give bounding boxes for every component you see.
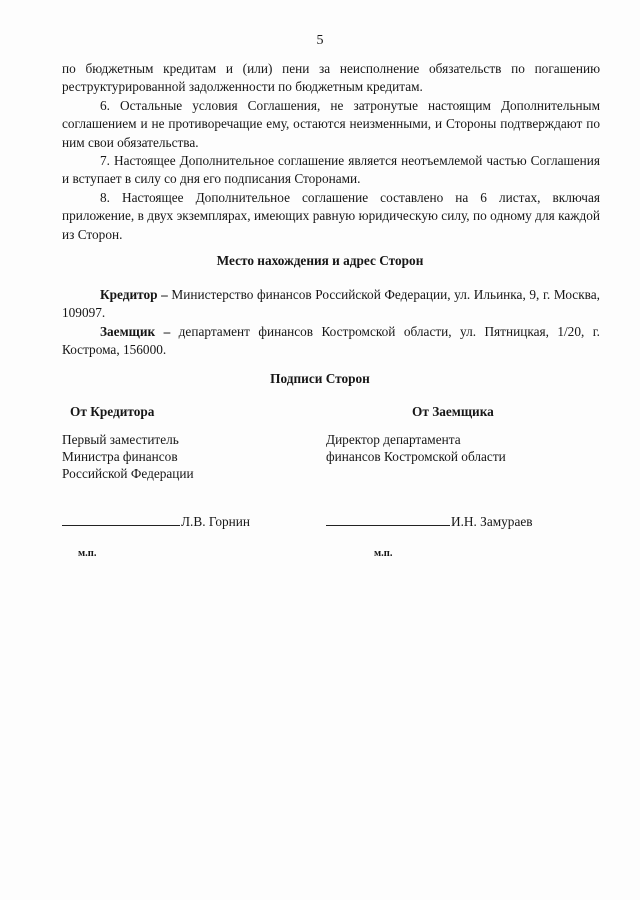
- paragraph-clause-8: 8. Настоящее Дополнительное соглашение составлено на 6 листах, включая приложение, в двух экземплярах, имеющих равную юридическую силу, по одному для каждой из Сторон.: [62, 189, 600, 242]
- page-number: 5: [316, 33, 324, 48]
- left-position-line: Министра финансов: [62, 449, 178, 464]
- signatures-heading: Подписи Сторон: [270, 371, 370, 386]
- right-party-heading: От Заемщика: [412, 404, 494, 419]
- borrower-label: Заемщик –: [100, 323, 171, 339]
- borrower-address: [62, 323, 600, 360]
- right-position-line: Директор департамента: [326, 432, 461, 447]
- left-signature-rule: [62, 524, 180, 526]
- left-position-line: Первый заместитель: [62, 432, 179, 447]
- left-signature-line: [62, 514, 250, 530]
- right-signatory-name: И.Н. Замураев: [451, 514, 533, 529]
- right-signature-rule: [326, 524, 450, 526]
- paragraph-continuation: по бюджетным кредитам и (или) пени за неисполнение обязательств по погашению реструктурированной задолженности по бюджетным кредитам.: [62, 61, 600, 95]
- left-party-position: [62, 431, 194, 482]
- right-stamp-mark: м.п.: [374, 548, 393, 559]
- left-position-line: Российской Федерации: [62, 466, 194, 481]
- left-party-heading: От Кредитора: [70, 404, 155, 419]
- right-party-position: [326, 431, 506, 465]
- borrower-address-text: департамент финансов Костромской области, ул. Пятницкая, 1/20, г. Кострома, 156000.: [62, 323, 600, 358]
- left-stamp-mark: м.п.: [78, 548, 97, 559]
- paragraph-clause-7: 7. Настоящее Дополнительное соглашение является неотъемлемой частью Соглашения и вступает в силу со дня его подписания Сторонами.: [62, 153, 600, 187]
- left-signatory-name: Л.В. Горнин: [181, 514, 251, 529]
- right-position-line: финансов Костромской области: [326, 449, 506, 464]
- address-block: [62, 286, 600, 360]
- creditor-address-text: Министерство финансов Российской Федерации, ул. Ильинка, 9, г. Москва, 109097.: [62, 287, 600, 321]
- body-text: [62, 60, 600, 244]
- right-signature-line: [326, 514, 533, 530]
- paragraph-clause-6: 6. Остальные условия Соглашения, не затронутые настоящим Дополнительным соглашением и не противоречащие ему, остаются неизменными, и Стороны подтверждают по ним свои обязательства.: [62, 97, 600, 150]
- creditor-address: [62, 286, 600, 323]
- address-heading: Место нахождения и адрес Сторон: [216, 253, 424, 268]
- creditor-label: Кредитор –: [100, 287, 168, 302]
